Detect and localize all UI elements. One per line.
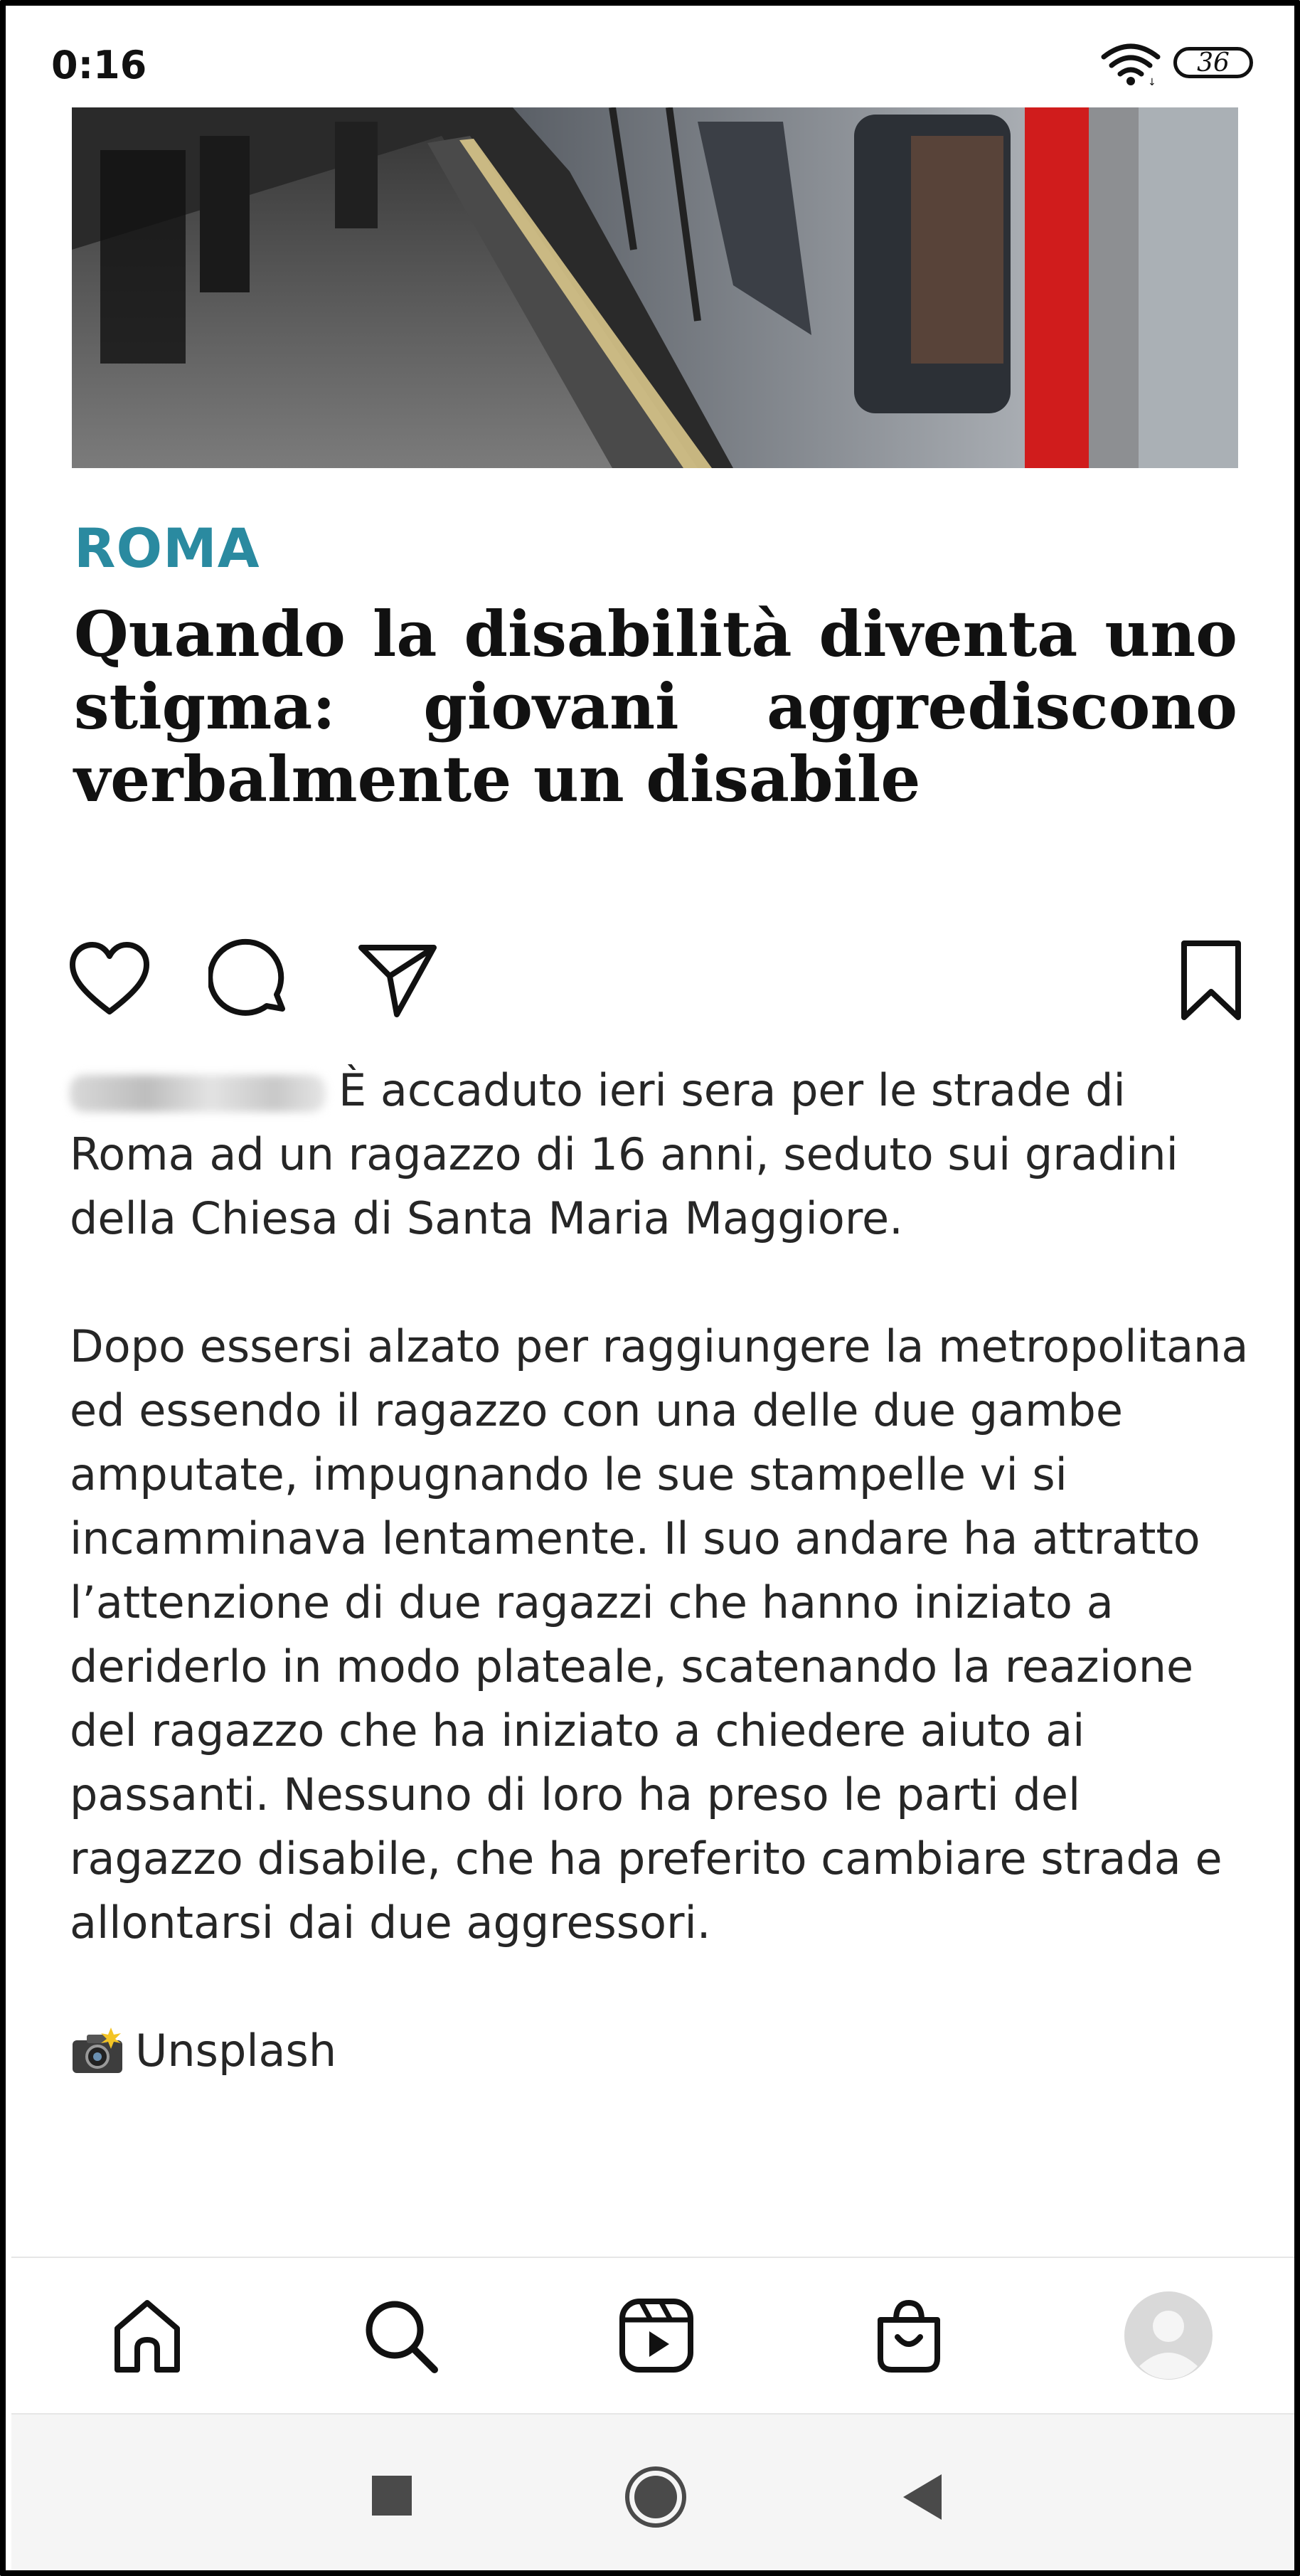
headline-line-2: stigma: giovani aggrediscono xyxy=(74,669,1237,743)
nav-profile[interactable] xyxy=(1122,2289,1215,2382)
system-nav-bar xyxy=(11,2415,1300,2576)
bottom-nav xyxy=(6,2258,1294,2415)
battery-level: 36 xyxy=(1197,48,1230,78)
headline-line-1: Quando la disabilità diventa uno xyxy=(74,597,1237,671)
post-caption xyxy=(70,1059,1250,2083)
headline xyxy=(74,598,1237,815)
recents-button[interactable] xyxy=(371,2474,413,2517)
status-time: 0:16 xyxy=(51,43,147,88)
battery-icon xyxy=(1173,47,1253,78)
nav-home[interactable] xyxy=(101,2289,193,2382)
search-icon xyxy=(361,2296,440,2375)
wifi-icon xyxy=(1101,41,1161,87)
username-blurred[interactable] xyxy=(70,1075,326,1112)
reels-icon xyxy=(617,2296,696,2375)
nav-reels[interactable] xyxy=(610,2289,703,2382)
post-actions xyxy=(6,938,1294,1030)
heart-icon[interactable] xyxy=(67,938,152,1023)
nav-search[interactable] xyxy=(354,2289,447,2382)
camera-flash-icon xyxy=(70,2026,125,2076)
status-bar xyxy=(6,6,1294,105)
back-button[interactable] xyxy=(900,2473,943,2521)
category-label: ROMA xyxy=(74,516,260,580)
post-image xyxy=(72,107,1238,468)
bookmark-icon[interactable] xyxy=(1168,938,1254,1023)
home-button[interactable] xyxy=(623,2464,688,2530)
shop-icon xyxy=(869,2296,949,2375)
svg-text:↓: ↓ xyxy=(1148,77,1156,87)
share-icon[interactable] xyxy=(354,938,439,1023)
home-icon xyxy=(107,2296,187,2375)
profile-avatar xyxy=(1122,2289,1215,2382)
comment-icon[interactable] xyxy=(208,938,294,1023)
headline-line-3: verbalmente un disabile xyxy=(74,742,921,816)
photo-credit xyxy=(70,2019,1250,2083)
caption-paragraph-2: Dopo essersi alzato per raggiungere la metropolitana ed essendo il ragazzo con una delle due gambe amputate, impugnando le sue stampelle vi si incamminava lentamente. Il suo andare ha attratto l’attenzione di due ragazzi che hanno iniziato a deriderlo in modo plateale, scatenando la reazione del ragazzo che ha iniziato a chiedere aiuto ai passanti. Nessuno di loro ha preso le parti del ragazzo disabile, che ha preferito cambiare strada e allontarsi dai due aggressori. xyxy=(70,1320,1249,1949)
caption-paragraph-1: È accaduto ieri sera per le strade di Roma ad un ragazzo di 16 anni, seduto sui gradini della Chiesa di Santa Maria Maggiore. xyxy=(70,1064,1178,1244)
nav-shop[interactable] xyxy=(863,2289,955,2382)
photo-credit-text: Unsplash xyxy=(135,2025,337,2077)
